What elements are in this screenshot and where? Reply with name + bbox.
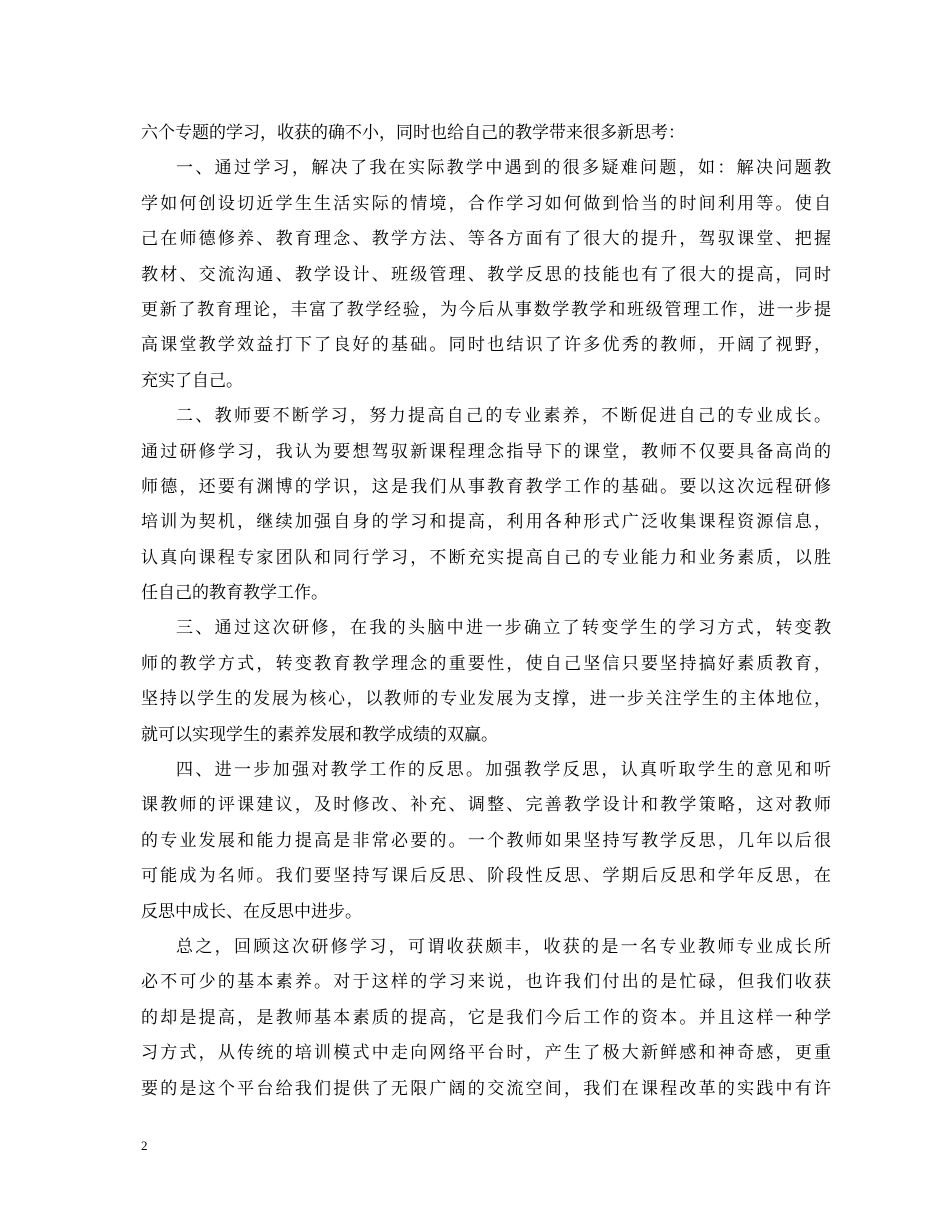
text-line: 习方式，从传统的培训模式中走向网络平台时，产生了极大新鲜感和神奇感，更重 <box>141 1043 831 1064</box>
text-line: 六个专题的学习，收获的确不小，同时也给自己的教学带来很多新思考： <box>141 123 685 143</box>
text-line: 二、教师要不断学习，努力提高自己的专业素养，不断促进自己的专业成长。 <box>176 406 831 427</box>
text-line: 课教师的评课建议，及时修改、补充、调整、完善教学设计和教学策略，这对教师 <box>141 795 831 816</box>
text-line: 高课堂教学效益打下了良好的基础。同时也结识了许多优秀的教师，开阔了视野， <box>141 335 831 356</box>
text-line: 教材、交流沟通、教学设计、班级管理、教学反思的技能也有了很大的提高，同时 <box>141 264 831 285</box>
text-line: 培训为契机，继续加强自身的学习和提高，利用各种形式广泛收集课程资源信息， <box>141 512 831 533</box>
text-line: 可能成为名师。我们要坚持写课后反思、阶段性反思、学期后反思和学年反思，在 <box>141 866 831 887</box>
text-line: 就可以实现学生的素养发展和教学成绩的双赢。 <box>141 724 498 745</box>
text-line: 的却是提高，是教师基本素质的提高，它是我们今后工作的资本。并且这样一种学 <box>141 1007 831 1028</box>
text-line: 师的教学方式，转变教育教学理念的重要性，使自己坚信只要坚持搞好素质教育， <box>141 653 831 674</box>
text-line: 学如何创设切近学生生活实际的情境，合作学习如何做到恰当的时间利用等。使自 <box>141 193 831 214</box>
text-line: 坚持以学生的发展为核心，以教师的专业发展为支撑，进一步关注学生的主体地位， <box>141 689 831 710</box>
text-line: 要的是这个平台给我们提供了无限广阔的交流空间，我们在课程改革的实践中有许 <box>141 1078 831 1099</box>
body-text <box>141 116 831 1107</box>
text-line: 师德，还要有渊博的学识，这是我们从事教育教学工作的基础。要以这次远程研修 <box>141 476 831 497</box>
text-line: 更新了教育理论，丰富了教学经验，为今后从事数学教学和班级管理工作，进一步提 <box>141 299 831 320</box>
text-line: 总之，回顾这次研修学习，可谓收获颇丰，收获的是一名专业教师专业成长所 <box>176 936 831 957</box>
text-line: 己在师德修养、教育理念、教学方法、等各方面有了很大的提升，驾驭课堂、把握 <box>141 229 831 250</box>
text-line: 四、进一步加强对教学工作的反思。加强教学反思，认真听取学生的意见和听 <box>176 760 831 781</box>
text-line: 充实了自己。 <box>141 370 243 391</box>
text-line: 的专业发展和能力提高是非常必要的。一个教师如果坚持写教学反思，几年以后很 <box>141 830 831 851</box>
text-line: 认真向课程专家团队和同行学习，不断充实提高自己的专业能力和业务素质，以胜 <box>141 547 831 568</box>
page-number: 2 <box>141 1138 148 1153</box>
text-line: 反思中成长、在反思中进步。 <box>141 901 362 922</box>
text-line: 任自己的教育教学工作。 <box>141 583 328 604</box>
text-line: 三、通过这次研修，在我的头脑中进一步确立了转变学生的学习方式，转变教 <box>176 618 831 639</box>
text-line: 一、通过学习，解决了我在实际教学中遇到的很多疑难问题，如：解决问题教 <box>176 158 831 179</box>
text-line: 通过研修学习，我认为要想驾驭新课程理念指导下的课堂，教师不仅要具备高尚的 <box>141 441 831 462</box>
text-line: 必不可少的基本素养。对于这样的学习来说，也许我们付出的是忙碌，但我们收获 <box>141 972 831 993</box>
